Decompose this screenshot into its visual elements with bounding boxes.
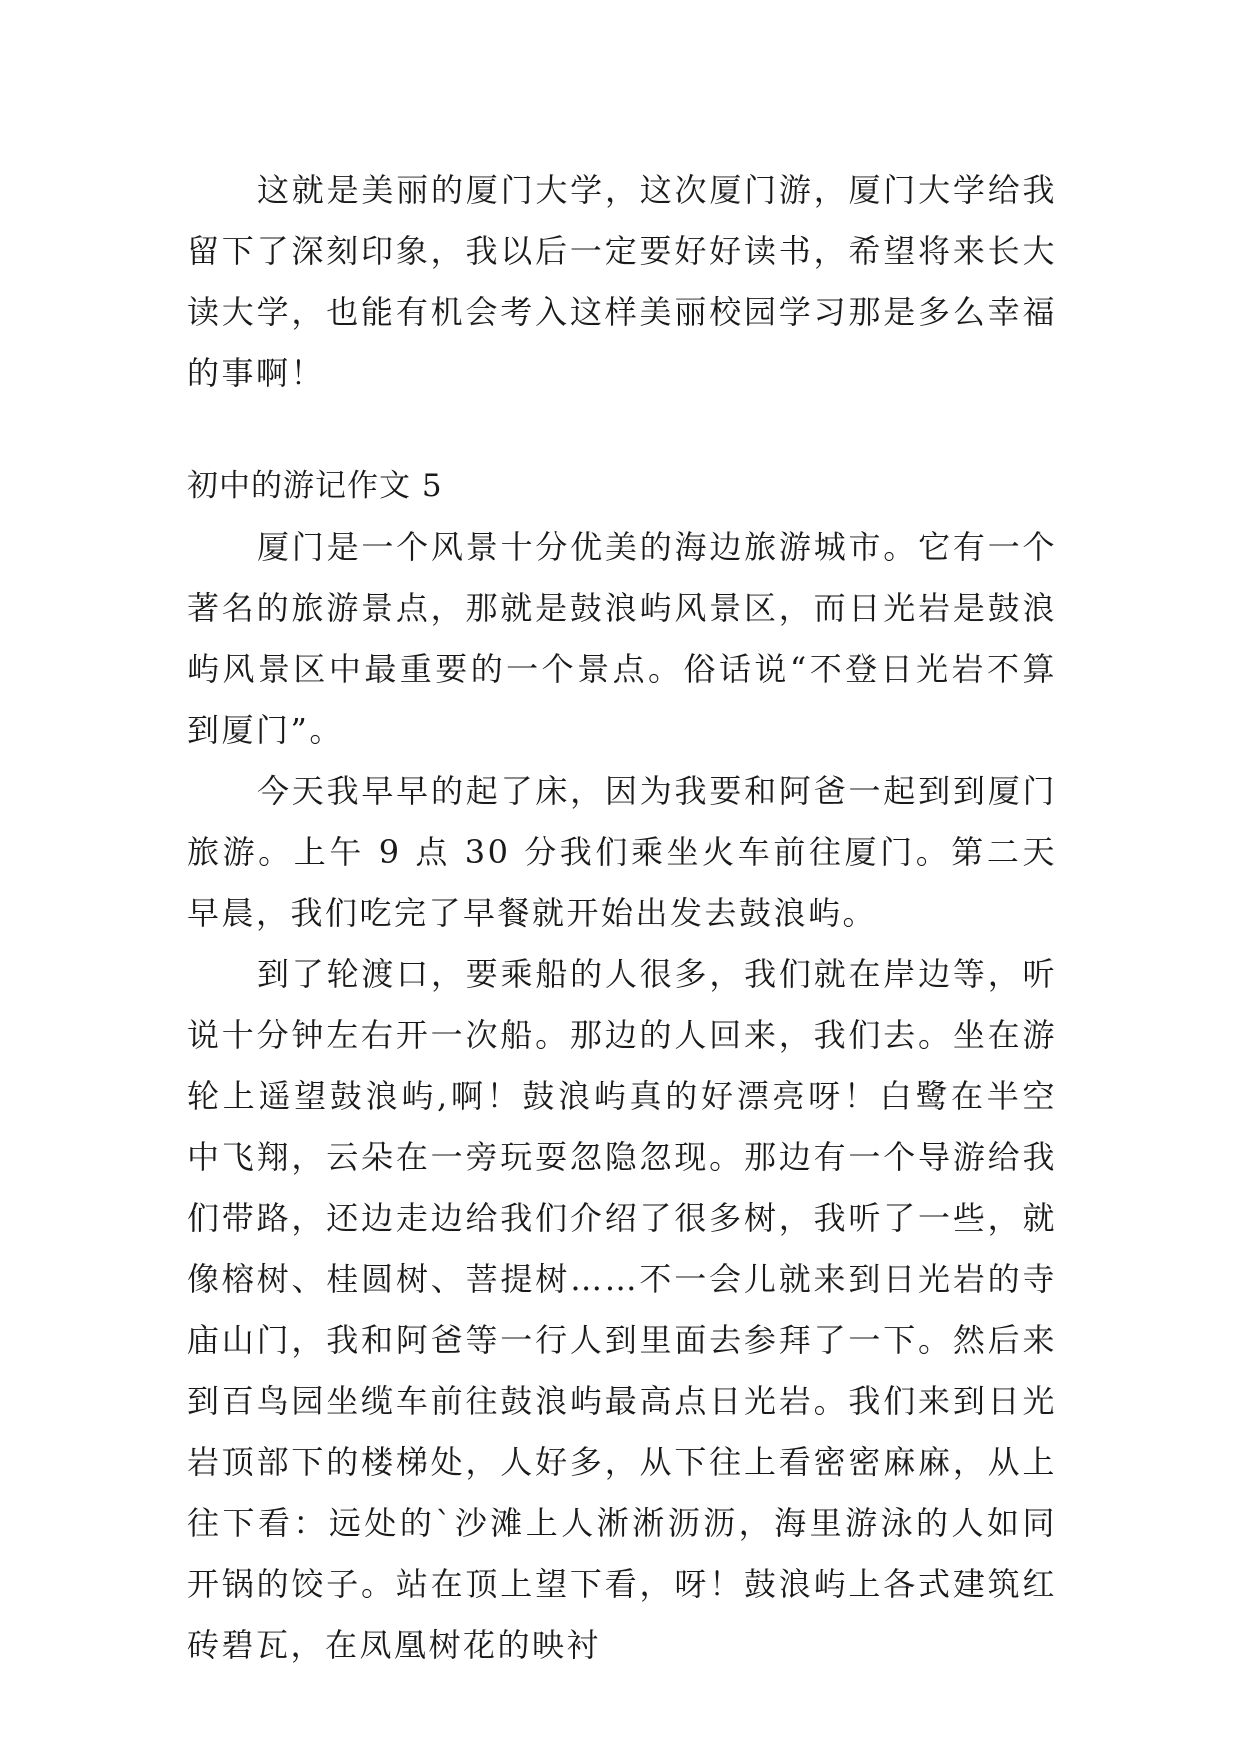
paragraph-intro-ending: 这就是美丽的厦门大学，这次厦门游，厦门大学给我留下了深刻印象，我以后一定要好好读书，希望将来长大读大学，也能有机会考入这样美丽校园学习那是多么幸福的事啊！ [187, 171, 1057, 392]
paragraph-departure: 今天我早早的起了床，因为我要和阿爸一起到到厦门旅游。上午 9 点 30 分我们乘坐火车前往厦门。第二天早晨，我们吃完了早餐就开始出发去鼓浪屿。 [187, 772, 1057, 932]
paragraph-gulangyu-trip: 到了轮渡口，要乘船的人很多，我们就在岸边等，听说十分钟左右开一次船。那边的人回来，我们去。坐在游轮上遥望鼓浪屿,啊！鼓浪屿真的好漂亮呀！白鹭在半空中飞翔，云朵在一旁玩耍忽隐忽现。那边有一个导游给我们带路，还边走边给我们介绍了很多树，我听了一些，就像榕树、桂圆树、菩提树……不一会儿就来到日光岩的寺庙山门，我和阿爸等一行人到里面去参拜了一下。然后来到百鸟园坐缆车前往鼓浪屿最高点日光岩。我们来到日光岩顶部下的楼梯处，人好多，从下往上看密密麻麻，从上往下看：远处的`沙滩上人淅淅沥沥，海里游泳的人如同开锅的饺子。站在顶上望下看，呀！鼓浪屿上各式建筑红砖碧瓦，在凤凰树花的映衬 [187, 955, 1057, 1664]
section-title: 初中的游记作文 5 [187, 468, 443, 504]
document-page [187, 160, 1057, 1676]
paragraph-xiamen-intro: 厦门是一个风景十分优美的海边旅游城市。它有一个著名的旅游景点，那就是鼓浪屿风景区，而日光岩是鼓浪屿风景区中最重要的一个景点。俗话说“不登日光岩不算到厦门”。 [187, 528, 1057, 749]
